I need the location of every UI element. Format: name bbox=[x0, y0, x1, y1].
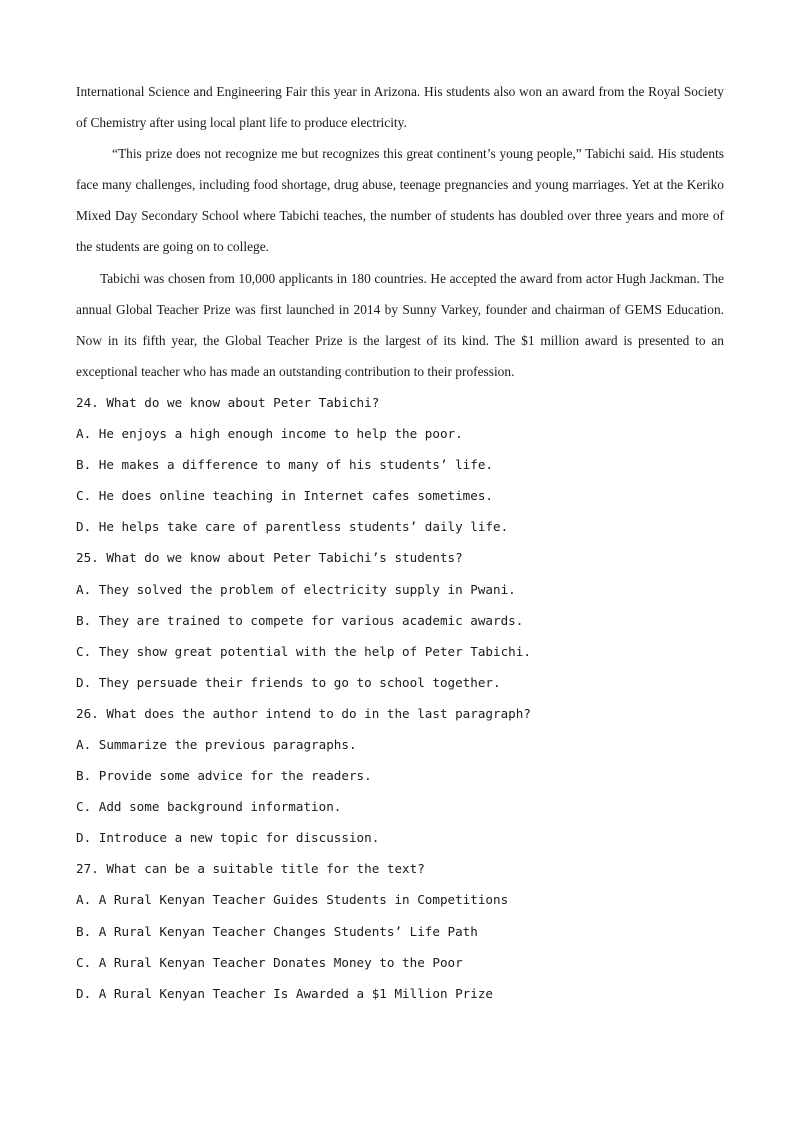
question-27 bbox=[76, 853, 724, 1008]
option-d: D. He helps take care of parentless students’ daily life. bbox=[76, 519, 509, 535]
passage-paragraph-2: “This prize does not recognize me but recognizes this great continent’s young people,” Tabichi said. His students face many challenges, including food shortage, drug abuse, teenage pregnancies and young marriages. Yet at the Keriko Mixed Day Secondary School where Tabichi teaches, the number of students has doubled over three years and more of the students are going on to college. bbox=[76, 146, 724, 255]
document-page bbox=[76, 76, 724, 1009]
option-b: B. A Rural Kenyan Teacher Changes Students’ Life Path bbox=[76, 923, 478, 939]
question-stem: 26. What does the author intend to do in the last paragraph? bbox=[76, 705, 531, 721]
option-a: A. Summarize the previous paragraphs. bbox=[76, 736, 357, 752]
question-26 bbox=[76, 698, 724, 853]
option-a: A. A Rural Kenyan Teacher Guides Students in Competitions bbox=[76, 892, 509, 908]
question-stem: 24. What do we know about Peter Tabichi? bbox=[76, 394, 380, 410]
question-24 bbox=[76, 387, 724, 542]
passage-paragraph-3: Tabichi was chosen from 10,000 applicants in 180 countries. He accepted the award from actor Hugh Jackman. The annual Global Teacher Prize was first launched in 2014 by Sunny Varkey, founder and chairman of GEMS Education. Now in its fifth year, the Global Teacher Prize is the largest of its kind. The $1 million award is presented to an exceptional teacher who has made an outstanding contribution to their profession. bbox=[76, 270, 724, 379]
option-d: D. Introduce a new topic for discussion. bbox=[76, 830, 380, 846]
question-stem: 25. What do we know about Peter Tabichi’s students? bbox=[76, 550, 463, 566]
option-b: B. He makes a difference to many of his students’ life. bbox=[76, 457, 494, 473]
option-b: B. Provide some advice for the readers. bbox=[76, 768, 372, 784]
option-a: A. He enjoys a high enough income to help the poor. bbox=[76, 426, 463, 442]
option-c: C. A Rural Kenyan Teacher Donates Money to the Poor bbox=[76, 954, 463, 970]
option-b: B. They are trained to compete for various academic awards. bbox=[76, 612, 524, 628]
question-stem: 27. What can be a suitable title for the text? bbox=[76, 861, 425, 877]
option-d: D. A Rural Kenyan Teacher Is Awarded a $1 Million Prize bbox=[76, 985, 494, 1001]
option-a: A. They solved the problem of electricity supply in Pwani. bbox=[76, 581, 516, 597]
option-c: C. They show great potential with the help of Peter Tabichi. bbox=[76, 643, 531, 659]
passage-paragraph-1: International Science and Engineering Fair this year in Arizona. His students also won an award from the Royal Society of Chemistry after using local plant life to produce electricity. bbox=[76, 84, 724, 131]
option-c: C. Add some background information. bbox=[76, 799, 342, 815]
option-d: D. They persuade their friends to go to school together. bbox=[76, 674, 501, 690]
option-c: C. He does online teaching in Internet cafes sometimes. bbox=[76, 488, 494, 504]
question-25 bbox=[76, 542, 724, 697]
